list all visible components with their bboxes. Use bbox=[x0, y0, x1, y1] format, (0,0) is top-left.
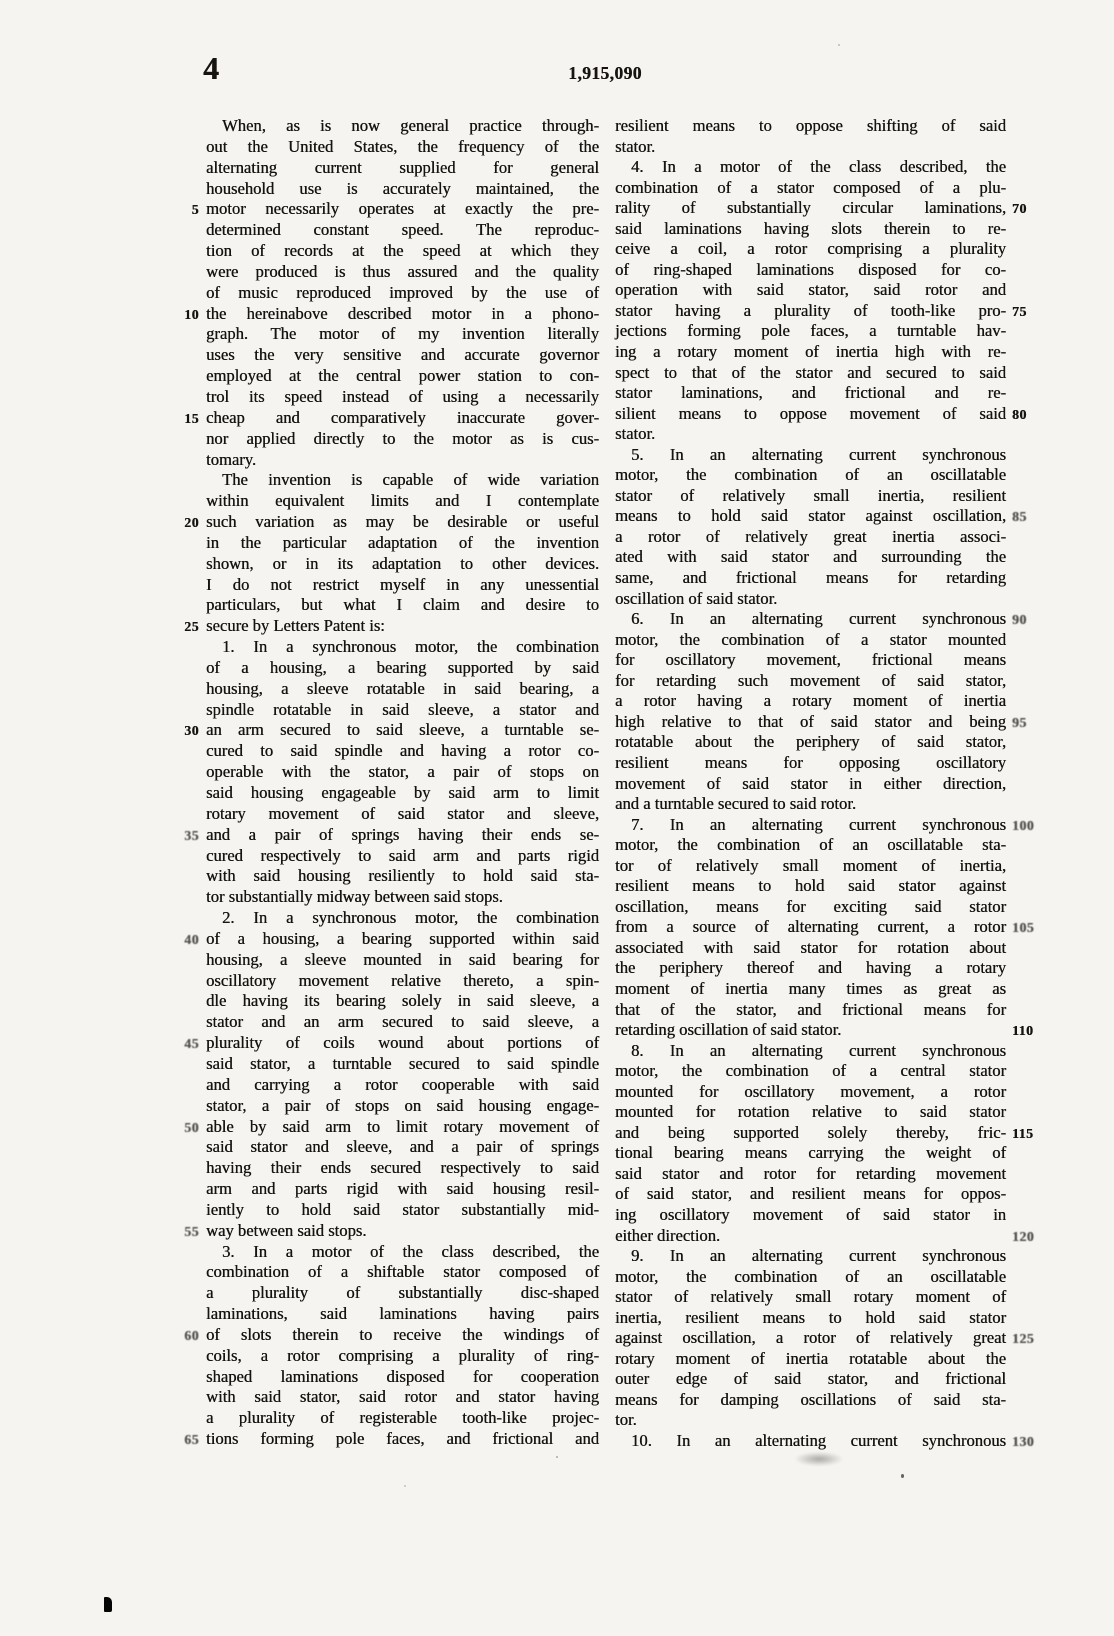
text-line bbox=[615, 424, 1006, 445]
text-line-content: said laminations having slots therein to re- bbox=[615, 218, 1006, 238]
text-line-content: 6. In an alternating current synchronous bbox=[631, 609, 1006, 629]
text-line-content: stator having a plurality of tooth-like pro- bbox=[615, 300, 1006, 320]
dust-speck bbox=[404, 1485, 406, 1487]
text-line-content: either direction. bbox=[615, 1225, 721, 1245]
margin-line-number: 75 bbox=[1012, 303, 1027, 319]
text-line bbox=[615, 1267, 1006, 1288]
text-line-content: in the particular adaptation of the invention bbox=[206, 532, 599, 552]
text-line bbox=[206, 1387, 599, 1408]
text-line-content: determined constant speed. The reproduc- bbox=[206, 220, 599, 240]
text-line bbox=[615, 178, 1006, 199]
text-line bbox=[615, 547, 1006, 568]
text-line-content: out the United States, the frequency of the bbox=[206, 136, 599, 156]
text-line-content: of slots therein to receive the windings of bbox=[206, 1324, 599, 1344]
smudge-mark bbox=[795, 1452, 843, 1466]
text-line bbox=[206, 595, 599, 616]
text-line-content: 3. In a motor of the class described, the bbox=[222, 1241, 599, 1261]
text-line bbox=[206, 1137, 599, 1158]
text-line-content: coils, a rotor comprising a plurality of ring- bbox=[206, 1345, 599, 1365]
text-line-content: stator. bbox=[615, 424, 656, 444]
text-line-content: movement of said stator in either direction, bbox=[615, 773, 1006, 793]
text-line bbox=[615, 198, 1027, 219]
text-line bbox=[206, 387, 599, 408]
text-line bbox=[615, 1041, 1006, 1062]
text-line-content: stator laminations, and frictional and re- bbox=[615, 383, 1006, 403]
text-line bbox=[206, 1283, 599, 1304]
text-line bbox=[206, 575, 599, 596]
text-line bbox=[206, 137, 599, 158]
text-line bbox=[206, 1096, 599, 1117]
text-line-content: with said stator, said rotor and stator having bbox=[206, 1387, 599, 1407]
text-line bbox=[206, 345, 599, 366]
text-line bbox=[206, 116, 599, 137]
text-line bbox=[615, 383, 1006, 404]
text-line-content: The invention is capable of wide variation bbox=[222, 470, 599, 490]
text-line bbox=[615, 157, 1006, 178]
text-line bbox=[206, 741, 599, 762]
text-line bbox=[184, 512, 599, 533]
text-line bbox=[206, 283, 599, 304]
text-line-content: mounted for oscillatory movement, a rotor bbox=[615, 1081, 1006, 1101]
text-line-content: ceive a coil, a rotor comprising a plurality bbox=[615, 239, 1006, 259]
text-line bbox=[615, 1431, 1035, 1452]
text-line bbox=[615, 1164, 1006, 1185]
margin-line-number: 35 bbox=[184, 827, 199, 843]
text-line bbox=[615, 465, 1006, 486]
margin-line-number: 100 bbox=[1012, 817, 1035, 833]
margin-line-number: 90 bbox=[1012, 612, 1027, 628]
text-line bbox=[206, 533, 599, 554]
text-line-content: said stator and sleeve, and a pair of springs bbox=[206, 1137, 599, 1157]
text-line-content: 10. In an alternating current synchronous bbox=[631, 1431, 1006, 1450]
text-line-content: housing, a sleeve rotatable in said bearing, a bbox=[206, 678, 599, 698]
text-line-content: oscillatory movement relative thereto, a spin- bbox=[206, 970, 599, 990]
text-line bbox=[615, 1287, 1006, 1308]
text-line bbox=[615, 300, 1027, 322]
text-line bbox=[206, 429, 599, 450]
text-line bbox=[615, 280, 1006, 301]
dust-speck bbox=[901, 1474, 904, 1478]
text-line-content: motor, the combination of an oscillatable bbox=[615, 465, 1006, 485]
text-line bbox=[206, 470, 599, 491]
text-line-content: and a pair of springs having their ends se- bbox=[206, 824, 599, 844]
text-line-content: tional bearing means carrying the weight of bbox=[615, 1143, 1006, 1163]
text-line bbox=[184, 303, 599, 325]
text-line-content: 2. In a synchronous motor, the combination bbox=[222, 908, 599, 928]
text-line bbox=[615, 711, 1027, 733]
text-column-left bbox=[184, 116, 599, 1450]
text-line bbox=[615, 403, 1027, 425]
text-line bbox=[206, 658, 599, 679]
text-line-content: way between said stops. bbox=[206, 1220, 367, 1240]
text-line bbox=[206, 1158, 599, 1179]
text-line bbox=[615, 589, 1006, 610]
text-line-content: shaped laminations disposed for cooperation bbox=[206, 1366, 599, 1386]
text-line-content: for retarding such movement of said stator, bbox=[615, 670, 1006, 690]
text-line bbox=[206, 1262, 599, 1283]
text-line-content: operation with said stator, said rotor and bbox=[615, 280, 1006, 300]
text-line-content: said stator and rotor for retarding movement bbox=[615, 1163, 1006, 1183]
margin-line-number: 60 bbox=[184, 1327, 199, 1343]
text-line-content: such variation as may be desirable or useful bbox=[206, 512, 599, 532]
text-line bbox=[206, 220, 599, 241]
margin-line-number: 55 bbox=[184, 1223, 199, 1239]
margin-line-number: 105 bbox=[1012, 920, 1035, 936]
text-line bbox=[615, 1000, 1006, 1021]
text-line bbox=[206, 846, 599, 867]
text-line-content: silient means to oppose movement of said bbox=[615, 403, 1006, 423]
text-line bbox=[615, 897, 1006, 918]
text-line bbox=[615, 239, 1006, 260]
margin-line-number: 110 bbox=[1012, 1023, 1034, 1039]
text-line-content: an arm secured to said sleeve, a turntable se- bbox=[206, 720, 599, 740]
text-line-content: the periphery thereof and having a rotary bbox=[615, 958, 1006, 978]
margin-line-number: 70 bbox=[1012, 201, 1027, 217]
text-line-content: same, and frictional means for retarding bbox=[615, 568, 1006, 588]
text-line-content: laminations, said laminations having pairs bbox=[206, 1304, 599, 1324]
text-line-content: ing a rotary moment of inertia high with re- bbox=[615, 342, 1006, 362]
text-line-content: outer edge of said stator, and frictional bbox=[615, 1369, 1006, 1389]
text-line bbox=[615, 1122, 1034, 1144]
text-line bbox=[184, 1033, 599, 1054]
text-line-content: 4. In a motor of the class described, the bbox=[631, 157, 1006, 177]
text-line bbox=[615, 671, 1006, 692]
text-line bbox=[615, 1308, 1006, 1329]
text-line-content: resilient means to hold said stator against bbox=[615, 876, 1006, 896]
text-line-content: associated with said stator for rotation about bbox=[615, 937, 1006, 957]
text-line bbox=[615, 917, 1035, 938]
text-line bbox=[206, 991, 599, 1012]
text-line-content: combination of a shiftable stator composed of bbox=[206, 1262, 599, 1282]
text-line bbox=[206, 158, 599, 179]
text-line bbox=[615, 630, 1006, 651]
ink-blot-mark bbox=[104, 1597, 112, 1612]
margin-line-number: 30 bbox=[184, 723, 199, 739]
text-line-content: shown, or in its adaptation to other devices. bbox=[206, 553, 599, 573]
text-line bbox=[615, 137, 1006, 158]
text-line-content: tion of records at the speed at which they bbox=[206, 241, 599, 261]
text-line-content: iently to hold said stator substantially mid- bbox=[206, 1199, 599, 1219]
text-line-content: motor, the combination of a stator mounted bbox=[615, 629, 1006, 649]
text-line-content: and a turntable secured to said rotor. bbox=[615, 794, 856, 814]
text-line bbox=[206, 950, 599, 971]
text-line bbox=[206, 804, 599, 825]
text-line bbox=[184, 824, 599, 846]
text-line bbox=[615, 753, 1006, 774]
text-line bbox=[184, 1116, 599, 1138]
text-line bbox=[206, 908, 599, 929]
margin-line-number: 125 bbox=[1012, 1331, 1035, 1347]
text-line-content: a rotor of relatively great inertia associ- bbox=[615, 526, 1006, 546]
text-line-content: household use is accurately maintained, the bbox=[206, 178, 599, 198]
text-line bbox=[206, 762, 599, 783]
text-line bbox=[615, 1061, 1006, 1082]
text-line-content: alternating current supplied for general bbox=[206, 157, 599, 177]
text-line bbox=[206, 637, 599, 658]
text-line-content: ated with said stator and surrounding the bbox=[615, 547, 1006, 567]
text-line bbox=[206, 1367, 599, 1388]
text-line-content: nor applied directly to the motor as is cus- bbox=[206, 428, 599, 448]
text-line-content: tor. bbox=[615, 1410, 637, 1430]
text-line bbox=[615, 1369, 1006, 1390]
text-line-content: trol its speed instead of using a necessarily bbox=[206, 386, 599, 406]
text-line bbox=[206, 179, 599, 200]
text-line-content: spect to that of the stator and secured to said bbox=[615, 362, 1006, 382]
margin-line-number: 40 bbox=[184, 931, 199, 947]
text-line bbox=[206, 866, 599, 887]
text-line bbox=[206, 887, 599, 908]
text-line-content: with said housing resiliently to hold said sta- bbox=[206, 866, 599, 886]
margin-line-number: 10 bbox=[184, 306, 199, 322]
text-line bbox=[206, 1200, 599, 1221]
text-line bbox=[184, 407, 599, 429]
text-line bbox=[206, 700, 599, 721]
text-line-content: employed at the central power station to con- bbox=[206, 366, 599, 386]
text-line bbox=[615, 1020, 1034, 1041]
text-line bbox=[615, 732, 1006, 753]
text-line-content: When, as is now general practice through- bbox=[222, 116, 599, 135]
text-line-content: of a housing, a bearing supported by said bbox=[206, 657, 599, 677]
text-line-content: stator of relatively small rotary moment of bbox=[615, 1287, 1006, 1307]
dust-speck bbox=[556, 1456, 558, 1458]
text-line bbox=[206, 1242, 599, 1263]
text-line-content: inertia, resilient means to hold said stator bbox=[615, 1307, 1006, 1327]
text-line bbox=[615, 958, 1006, 979]
text-line-content: ing oscillatory movement of said stator in bbox=[615, 1204, 1006, 1224]
margin-line-number: 25 bbox=[184, 619, 199, 635]
text-line-content: stator of relatively small inertia, resilient bbox=[615, 485, 1006, 505]
margin-line-number: 85 bbox=[1012, 509, 1027, 525]
patent-number: 1,915,090 bbox=[568, 63, 642, 83]
text-line bbox=[206, 1408, 599, 1429]
text-line bbox=[206, 971, 599, 992]
text-line-content: of ring-shaped laminations disposed for co- bbox=[615, 259, 1006, 279]
text-line-content: moment of inertia many times as great as bbox=[615, 978, 1006, 998]
text-line bbox=[206, 1179, 599, 1200]
text-line bbox=[206, 1346, 599, 1367]
text-line-content: motor, the combination of a central stator bbox=[615, 1061, 1006, 1081]
text-line-content: housing, a sleeve mounted in said bearing for bbox=[206, 949, 599, 969]
text-line bbox=[184, 720, 599, 741]
text-line-content: and being supported solely thereby, fric- bbox=[615, 1122, 1006, 1142]
text-line bbox=[615, 876, 1006, 897]
text-line-content: high relative to that of said stator and being bbox=[615, 711, 1006, 731]
text-line-content: cured respectively to said arm and parts rigid bbox=[206, 845, 599, 865]
text-line bbox=[206, 783, 599, 804]
text-line-content: resilient means for opposing oscillatory bbox=[615, 752, 1006, 772]
text-line bbox=[206, 1075, 599, 1096]
margin-line-number: 130 bbox=[1012, 1434, 1035, 1449]
text-line-content: the hereinabove described motor in a phono- bbox=[206, 303, 599, 323]
text-line-content: motor necessarily operates at exactly the pre- bbox=[206, 199, 599, 219]
text-line bbox=[615, 568, 1006, 589]
text-line-content: oscillation, means for exciting said stator bbox=[615, 896, 1006, 916]
text-line-content: mounted for rotation relative to said stator bbox=[615, 1102, 1006, 1122]
text-line bbox=[206, 1054, 599, 1075]
text-line-content: a plurality of substantially disc-shaped bbox=[206, 1283, 599, 1303]
text-line bbox=[615, 1410, 1006, 1431]
text-line-content: jections forming pole faces, a turntable hav- bbox=[615, 321, 1006, 341]
text-line-content: plurality of coils wound about portions of bbox=[206, 1033, 599, 1053]
text-line-content: resilient means to oppose shifting of said bbox=[615, 116, 1006, 135]
text-line-content: 1. In a synchronous motor, the combination bbox=[222, 637, 599, 657]
margin-line-number: 50 bbox=[184, 1119, 199, 1135]
text-line bbox=[184, 1324, 599, 1346]
margin-line-number: 5 bbox=[191, 202, 199, 218]
dust-speck bbox=[838, 44, 840, 46]
text-line bbox=[615, 1349, 1006, 1370]
text-line bbox=[206, 1304, 599, 1325]
margin-line-number: 115 bbox=[1012, 1125, 1034, 1141]
text-line-content: within equivalent limits and I contemplate bbox=[206, 491, 599, 511]
text-line bbox=[615, 1184, 1006, 1205]
text-line-content: oscillation of said stator. bbox=[615, 588, 778, 608]
text-line bbox=[206, 1012, 599, 1033]
text-line-content: means for damping oscillations of said sta- bbox=[615, 1389, 1006, 1409]
text-line-content: combination of a stator composed of a plu- bbox=[615, 177, 1006, 197]
text-line-content: particulars, but what I claim and desire to bbox=[206, 595, 599, 615]
text-line bbox=[615, 1205, 1006, 1226]
text-line-content: tor of relatively small moment of inertia, bbox=[615, 855, 1006, 875]
text-line bbox=[615, 486, 1006, 507]
text-line-content: secure by Letters Patent is: bbox=[206, 616, 385, 636]
text-line bbox=[206, 241, 599, 262]
margin-line-number: 15 bbox=[184, 410, 199, 426]
text-line-content: and carrying a rotor cooperable with said bbox=[206, 1074, 599, 1094]
text-line bbox=[206, 262, 599, 283]
text-line-content: stator. bbox=[615, 136, 656, 156]
text-line bbox=[615, 445, 1006, 466]
text-line bbox=[615, 1246, 1006, 1267]
text-line-content: against oscillation, a rotor of relatively great bbox=[615, 1328, 1006, 1348]
text-line bbox=[615, 363, 1006, 384]
text-line bbox=[184, 928, 599, 950]
text-line bbox=[206, 554, 599, 575]
text-line bbox=[615, 1390, 1006, 1411]
text-column-right bbox=[615, 116, 1035, 1452]
text-line-content: of a housing, a bearing supported within said bbox=[206, 928, 599, 948]
text-line-content: of said stator, and resilient means for oppos- bbox=[615, 1184, 1006, 1204]
text-line bbox=[615, 506, 1027, 527]
margin-line-number: 80 bbox=[1012, 406, 1027, 422]
text-line-content: I do not restrict myself in any unessential bbox=[206, 574, 599, 594]
text-line bbox=[615, 1143, 1006, 1164]
text-line-content: spindle rotatable in said sleeve, a stator and bbox=[206, 699, 599, 719]
text-line-content: retarding oscillation of said stator. bbox=[615, 1020, 842, 1040]
text-line-content: motor, the combination of an oscillatable sta- bbox=[615, 835, 1006, 855]
text-line-content: said housing engageable by said arm to limit bbox=[206, 783, 599, 802]
text-line-content: tions forming pole faces, and frictional and bbox=[206, 1429, 599, 1449]
text-line bbox=[615, 650, 1006, 671]
margin-line-number: 120 bbox=[1012, 1228, 1035, 1244]
margin-line-number: 45 bbox=[184, 1036, 199, 1052]
text-line bbox=[184, 616, 599, 637]
text-line-content: graph. The motor of my invention literally bbox=[206, 324, 599, 344]
text-line-content: of music reproduced improved by the use of bbox=[206, 282, 599, 302]
text-line-content: for oscillatory movement, frictional means bbox=[615, 650, 1006, 670]
margin-line-number: 20 bbox=[184, 515, 199, 531]
text-line bbox=[615, 774, 1006, 795]
text-line-content: a plurality of registerable tooth-like projec- bbox=[206, 1408, 599, 1428]
text-line-content: motor, the combination of an oscillatable bbox=[615, 1266, 1006, 1286]
text-line bbox=[615, 527, 1006, 548]
text-line-content: cured to said spindle and having a rotor co- bbox=[206, 741, 599, 761]
text-line-content: arm and parts rigid with said housing resil- bbox=[206, 1179, 599, 1199]
text-line bbox=[615, 1082, 1006, 1103]
text-line-content: said stator, a turntable secured to said spindle bbox=[206, 1053, 599, 1073]
text-line-content: rotatable about the periphery of said stator, bbox=[615, 732, 1006, 752]
text-line bbox=[206, 491, 599, 512]
text-line bbox=[615, 979, 1006, 1000]
text-line bbox=[615, 260, 1006, 281]
text-line bbox=[615, 835, 1006, 856]
text-line bbox=[615, 938, 1006, 959]
text-line-content: means to hold said stator against oscillation, bbox=[615, 506, 1006, 526]
text-line-content: stator and an arm secured to said sleeve, a bbox=[206, 1012, 599, 1032]
text-line bbox=[184, 1429, 599, 1450]
text-line bbox=[615, 1328, 1035, 1349]
text-line bbox=[615, 321, 1006, 342]
text-line bbox=[615, 691, 1006, 712]
text-line-content: tor substantially midway between said stops. bbox=[206, 887, 503, 907]
text-line-content: rality of substantially circular laminations, bbox=[615, 198, 1006, 218]
text-line-content: 7. In an alternating current synchronous bbox=[631, 814, 1006, 834]
text-line bbox=[615, 116, 1006, 137]
text-line bbox=[206, 366, 599, 387]
text-line-content: able by said arm to limit rotary movement of bbox=[206, 1116, 599, 1136]
text-line bbox=[184, 1220, 599, 1242]
text-line-content: a rotor having a rotary moment of inertia bbox=[615, 691, 1006, 711]
page-number: 4 bbox=[203, 50, 220, 86]
text-line bbox=[615, 219, 1006, 240]
margin-line-number: 65 bbox=[184, 1432, 199, 1448]
text-line-content: rotary movement of said stator and sleeve, bbox=[206, 803, 599, 823]
text-line bbox=[615, 814, 1035, 836]
text-line-content: operable with the stator, a pair of stops on bbox=[206, 762, 599, 782]
text-line-content: from a source of alternating current, a rotor bbox=[615, 917, 1006, 937]
text-line-content: tomary. bbox=[206, 449, 257, 469]
text-line-content: cheap and comparatively inaccurate gover- bbox=[206, 407, 599, 427]
text-line bbox=[615, 1102, 1006, 1123]
text-line-content: stator, a pair of stops on said housing engage- bbox=[206, 1095, 599, 1115]
text-line bbox=[615, 1225, 1035, 1247]
text-line-content: having their ends secured respectively to said bbox=[206, 1158, 599, 1178]
text-line bbox=[206, 679, 599, 700]
text-line bbox=[206, 324, 599, 345]
text-line bbox=[191, 199, 599, 220]
text-line bbox=[615, 794, 1006, 815]
text-line bbox=[206, 450, 599, 471]
text-line-content: rotary moment of inertia rotatable about the bbox=[615, 1348, 1006, 1368]
text-line-content: 5. In an alternating current synchronous bbox=[631, 444, 1006, 464]
text-line bbox=[615, 856, 1006, 877]
text-line-content: 9. In an alternating current synchronous bbox=[631, 1246, 1006, 1266]
text-line-content: were produced is thus assured and the quality bbox=[206, 261, 599, 281]
margin-line-number: 95 bbox=[1012, 714, 1027, 730]
text-line-content: uses the very sensitive and accurate governor bbox=[206, 345, 599, 365]
text-line-content: dle having its bearing solely in said sleeve, a bbox=[206, 991, 599, 1011]
text-line-content: 8. In an alternating current synchronous bbox=[631, 1040, 1006, 1060]
text-line bbox=[615, 342, 1006, 363]
text-line-content: that of the stator, and frictional means for bbox=[615, 999, 1006, 1019]
text-line bbox=[615, 609, 1027, 630]
